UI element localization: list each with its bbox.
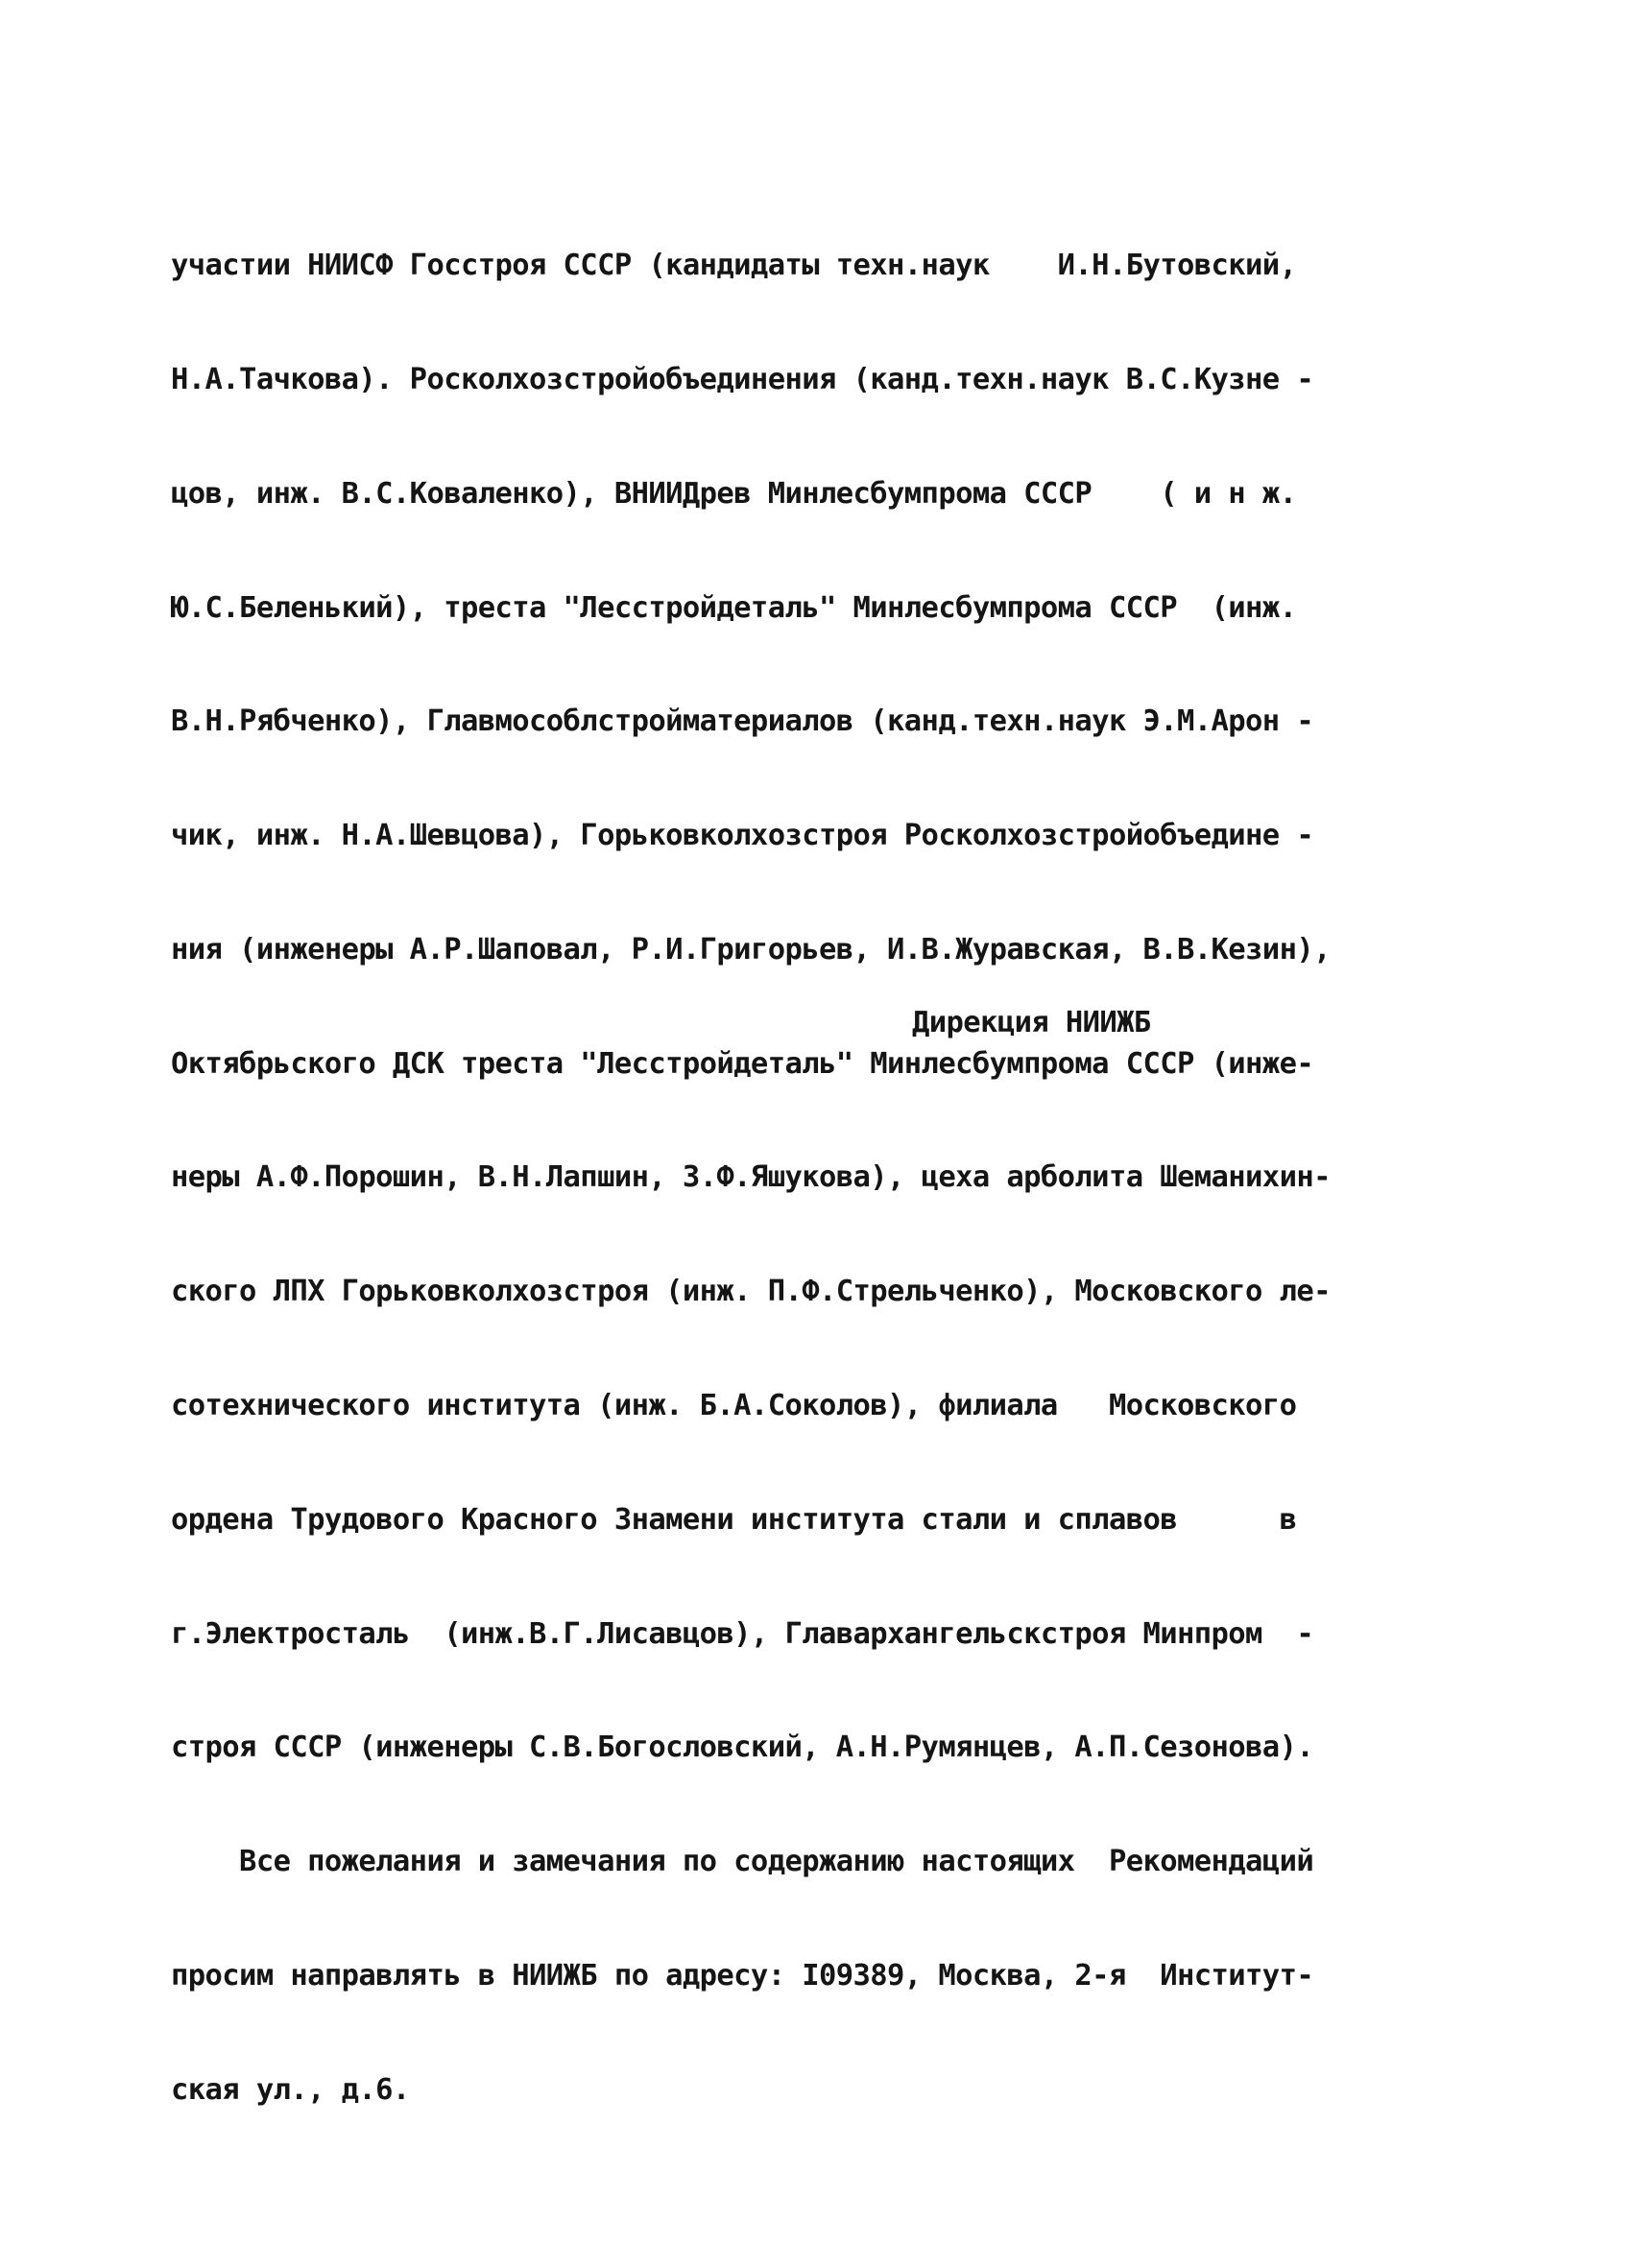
text-line: ская ул., д.6. bbox=[171, 2072, 410, 2107]
text-line: цов, инж. В.С.Коваленко), ВНИИДрев Минлесбумпрома СССР ( и н ж. bbox=[171, 476, 1297, 511]
text-line: сотехнического института (инж. Б.А.Соколов), филиала Московского bbox=[171, 1389, 1297, 1422]
text-line: неры А.Ф.Порошин, В.Н.Лапшин, З.Ф.Яшукова), цеха арболита Шеманихин- bbox=[171, 1160, 1331, 1195]
document-body bbox=[171, 171, 1429, 2184]
text-line: ского ЛПХ Горьковколхозстроя (инж. П.Ф.Стрельченко), Московского ле- bbox=[171, 1275, 1331, 1309]
text-line: строя СССР (инженеры С.В.Богословский, А.Н.Румянцев, А.П.Сезонова). bbox=[171, 1731, 1314, 1765]
text-line: Н.А.Тачкова). Росколхозстройобъединения (канд.техн.наук В.С.Кузне - bbox=[171, 362, 1314, 396]
text-line: просим направлять в НИИЖБ по адресу: I09389, Москва, 2-я Институт- bbox=[171, 1958, 1314, 1993]
text-line: Октябрьского ДСК треста "Лесстройдеталь" Минлесбумпрома СССР (инже- bbox=[171, 1046, 1314, 1081]
text-line: участии НИИСФ Госстроя СССР (кандидаты техн.наук И.Н.Бутовский, bbox=[171, 249, 1297, 283]
text-line: г.Электросталь (инж.В.Г.Лисавцов), Главархангельскстроя Минпром - bbox=[171, 1616, 1314, 1651]
signature-line: Дирекция НИИЖБ bbox=[912, 1006, 1151, 1039]
text-line: ния (инженеры А.Р.Шаповал, Р.И.Григорьев, И.В.Журавская, В.В.Кезин), bbox=[171, 932, 1331, 967]
text-line: чик, инж. Н.А.Шевцова), Горьковколхозстроя Росколхозстройобъедине - bbox=[171, 819, 1314, 853]
text-line: ордена Трудового Красного Знамени института стали и сплавов в bbox=[171, 1502, 1297, 1537]
text-line: Все пожелания и замечания по содержанию настоящих Рекомендаций bbox=[171, 1845, 1314, 1879]
text-line: В.Н.Рябченко), Главмособлстройматериалов (канд.техн.наук Э.М.Арон - bbox=[171, 704, 1314, 739]
text-line: Ю.С.Беленький), треста "Лесстройдеталь" Минлесбумпрома СССР (инж. bbox=[171, 590, 1297, 625]
